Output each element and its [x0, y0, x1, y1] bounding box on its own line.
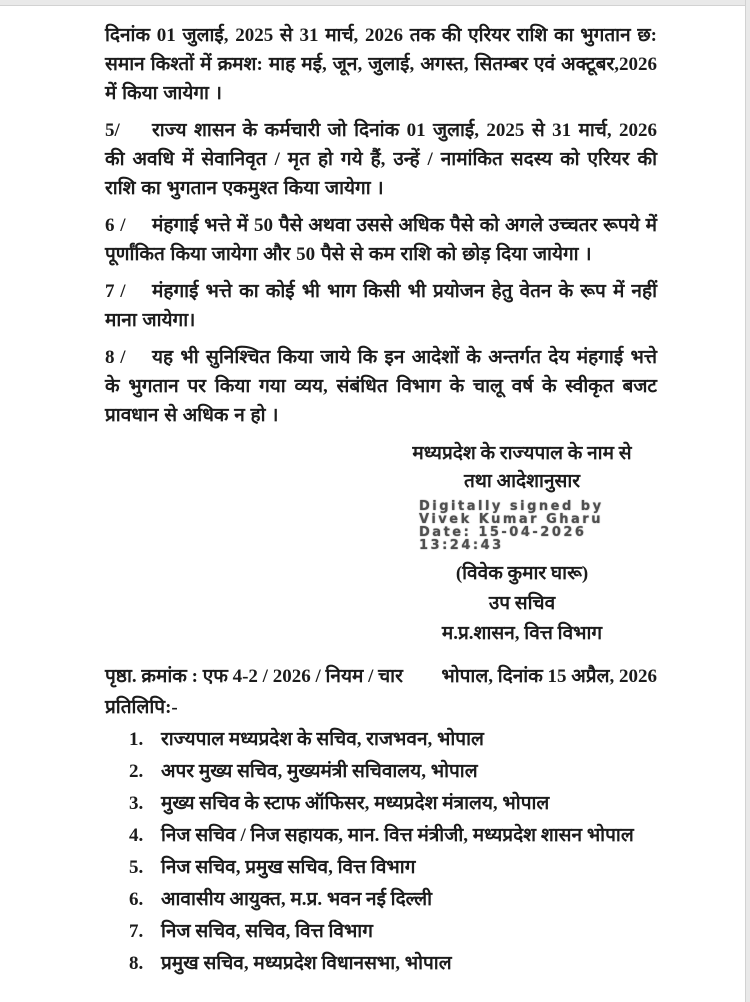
paragraph-number: 5/	[105, 120, 120, 141]
copy-item-text: अपर मुख्य सचिव, मुख्यमंत्री सचिवालय, भोपाल	[161, 761, 478, 782]
reference-number: पृष्ठा. क्रमांक : एफ 4-2 / 2026 / नियम / चार	[105, 666, 403, 687]
copy-item-text: निज सचिव, प्रमुख सचिव, वित्त विभाग	[161, 857, 416, 878]
copy-item	[129, 953, 657, 974]
body-paragraph-8	[105, 343, 657, 430]
authority-line: तथा आदेशानुसार	[463, 471, 581, 492]
place-date: भोपाल, दिनांक 15 अप्रैल, 2026	[441, 666, 657, 687]
document-content	[105, 21, 657, 985]
digital-signature	[387, 500, 657, 552]
page-edge-right	[745, 0, 750, 1002]
digital-signature-line: 13:24:43	[419, 538, 504, 553]
digital-signature-line: Date: 15-04-2026	[419, 525, 587, 540]
copy-item	[129, 761, 657, 782]
paragraph-number: 8 /	[105, 347, 126, 368]
body-paragraph-7	[105, 277, 657, 335]
copy-item-text: निज सचिव / निज सहायक, मान. वित्त मंत्रीजी, मध्यप्रदेश शासन भोपाल	[161, 825, 634, 846]
endorsement-line	[105, 662, 657, 688]
copy-item-text: प्रमुख सचिव, मध्यप्रदेश विधानसभा, भोपाल	[161, 953, 452, 974]
copy-to-label: प्रतिलिपि:-	[105, 697, 178, 718]
digital-signature-line: Vivek Kumar Gharu	[419, 512, 603, 527]
page-edge-top	[0, 0, 750, 6]
copy-item-number: 3.	[129, 793, 144, 814]
copy-item	[129, 921, 657, 942]
copy-item	[129, 889, 657, 910]
body-paragraph-continuation	[105, 21, 657, 108]
copy-item-number: 5.	[129, 857, 144, 878]
copy-item-text: मुख्य सचिव के स्टाफ ऑफिसर, मध्यप्रदेश मंत्रालय, भोपाल	[161, 793, 550, 814]
copy-list	[129, 729, 657, 974]
signer-department: म.प्र.शासन, वित्त विभाग	[441, 623, 603, 644]
signer-name: (विवेक कुमार घारू)	[455, 563, 589, 584]
copy-item	[129, 793, 657, 814]
copy-item-number: 6.	[129, 889, 144, 910]
signer-designation: उप सचिव	[488, 593, 556, 614]
paragraph-text: राज्य शासन के कर्मचारी जो दिनांक 01 जुलाई, 2025 से 31 मार्च, 2026 की अवधि में सेवानिवृत / मृत हो गये हैं, उन्हें / नामांकित सदस्य को एरियर की राशि का भुगतान एकमुश्त किया जायेगा ।	[105, 120, 657, 199]
copy-item-text: निज सचिव, सचिव, वित्त विभाग	[161, 921, 373, 942]
copy-item-text: आवासीय आयुक्त, म.प्र. भवन नई दिल्ली	[161, 889, 433, 910]
body-paragraph-5	[105, 116, 657, 203]
paragraph-number: 7 /	[105, 281, 126, 302]
paragraph-text: मंहगाई भत्ते का कोई भी भाग किसी भी प्रयोजन हेतु वेतन के रूप में नहीं माना जायेगा।	[105, 281, 657, 331]
paragraph-text: मंहगाई भत्ते में 50 पैसे अथवा उससे अधिक पैसे को अगले उच्चतर रूपये में पूर्णांकित किया जायेगा और 50 पैसे से कम राशि को छोड़ दिया जायेगा ।	[105, 215, 657, 265]
copy-item-text: राज्यपाल मध्यप्रदेश के सचिव, राजभवन, भोपाल	[161, 729, 484, 750]
copy-item-number: 4.	[129, 825, 144, 846]
authority-line: मध्यप्रदेश के राज्यपाल के नाम से	[412, 443, 632, 464]
copy-item-number: 1.	[129, 729, 144, 750]
copy-item	[129, 729, 657, 750]
copy-item-number: 7.	[129, 921, 144, 942]
signature-block	[387, 440, 657, 649]
copy-item-number: 8.	[129, 953, 144, 974]
digital-signature-line: Digitally signed by	[419, 499, 604, 514]
copy-item	[129, 857, 657, 878]
paragraph-text: यह भी सुनिश्चित किया जाये कि इन आदेशों के अन्तर्गत देय मंहगाई भत्ते के भुगतान पर किया गया व्यय, संबंधित विभाग के चालू वर्ष के स्वीकृत बजट प्रावधान से अधिक न हो ।	[105, 347, 657, 426]
paragraph-number: 6 /	[105, 215, 126, 236]
body-paragraph-6	[105, 211, 657, 269]
paragraph-text: दिनांक 01 जुलाई, 2025 से 31 मार्च, 2026 तक की एरियर राशि का भुगतान छ: समान किश्तों में क्रमश: माह मई, जून, जुलाई, अगस्त, सितम्बर एवं अक्टूबर,2026 में किया जायेगा ।	[105, 25, 657, 104]
copy-item	[129, 825, 657, 846]
copy-item-number: 2.	[129, 761, 144, 782]
